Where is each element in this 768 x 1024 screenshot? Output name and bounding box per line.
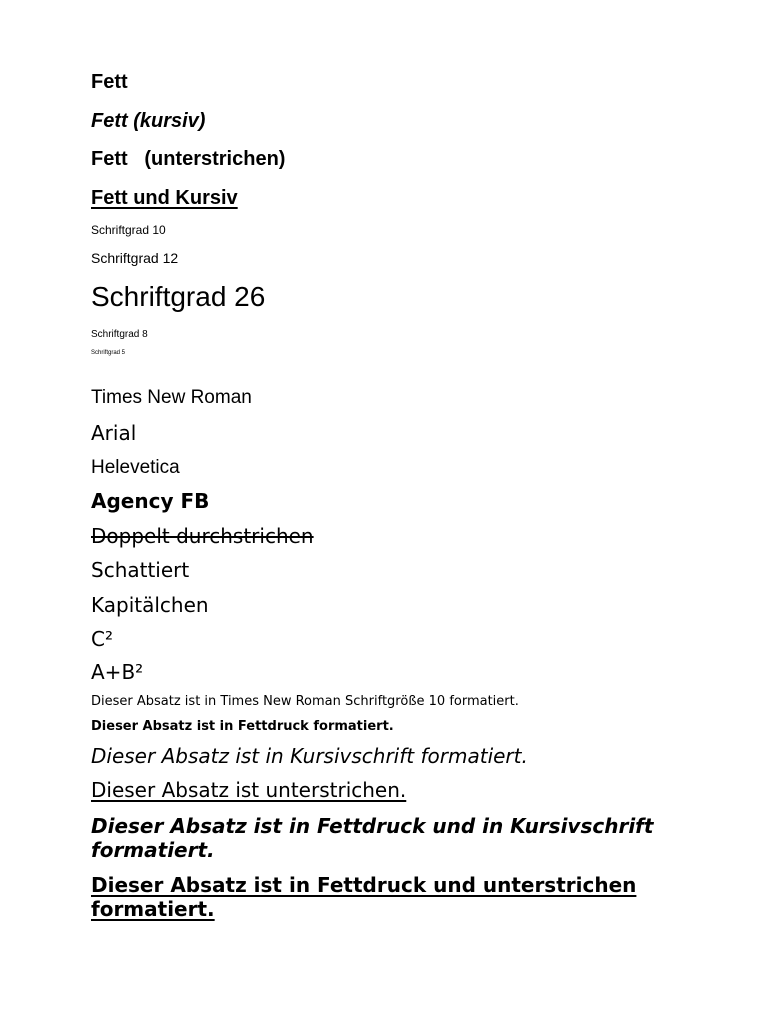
line-times-new-roman: Times New Roman — [91, 387, 252, 408]
line-fett: Fett — [91, 71, 128, 93]
line-schriftgrad-26: Schriftgrad 26 — [91, 281, 266, 312]
line-schattiert: Schattiert — [91, 558, 190, 582]
line-schriftgrad-10: Schriftgrad 10 — [91, 223, 166, 237]
line-doppelt-durchstrichen: Doppelt durchstrichen — [91, 524, 314, 548]
line-helevetica: Helevetica — [91, 457, 180, 478]
line-a-plus-b-squared: A+B² — [91, 660, 144, 684]
paragraph-fett-unterstrichen: Dieser Absatz ist in Fettdruck und unterstrichen formatiert. — [91, 873, 637, 921]
line-arial: Arial — [91, 421, 137, 445]
line-schriftgrad-8: Schriftgrad 8 — [91, 329, 148, 340]
line-c-squared: C² — [91, 627, 113, 651]
paragraph-fettdruck: Dieser Absatz ist in Fettdruck formatiert. — [91, 719, 394, 734]
paragraph-unterstrichen: Dieser Absatz ist unterstrichen. — [91, 778, 407, 802]
paragraph-kursiv: Dieser Absatz ist in Kursivschrift formatiert. — [91, 744, 528, 768]
line-fett-und-kursiv: Fett und Kursiv — [91, 187, 238, 209]
line-fett-kursiv: Fett (kursiv) — [91, 110, 206, 132]
line-fett-unterstrichen: Fett (unterstrichen) — [91, 148, 286, 170]
paragraph-fett-kursiv: Dieser Absatz ist in Fettdruck und in Kursivschrift formatiert. — [91, 814, 654, 862]
line-kapitaelchen: Kapitälchen — [91, 593, 209, 617]
line-schriftgrad-12: Schriftgrad 12 — [91, 250, 179, 266]
paragraph-times-10: Dieser Absatz ist in Times New Roman Schriftgröße 10 formatiert. — [91, 694, 519, 709]
line-schriftgrad-5: Schriftgrad 5 — [91, 350, 126, 356]
line-agency-fb: Agency FB — [91, 489, 210, 513]
